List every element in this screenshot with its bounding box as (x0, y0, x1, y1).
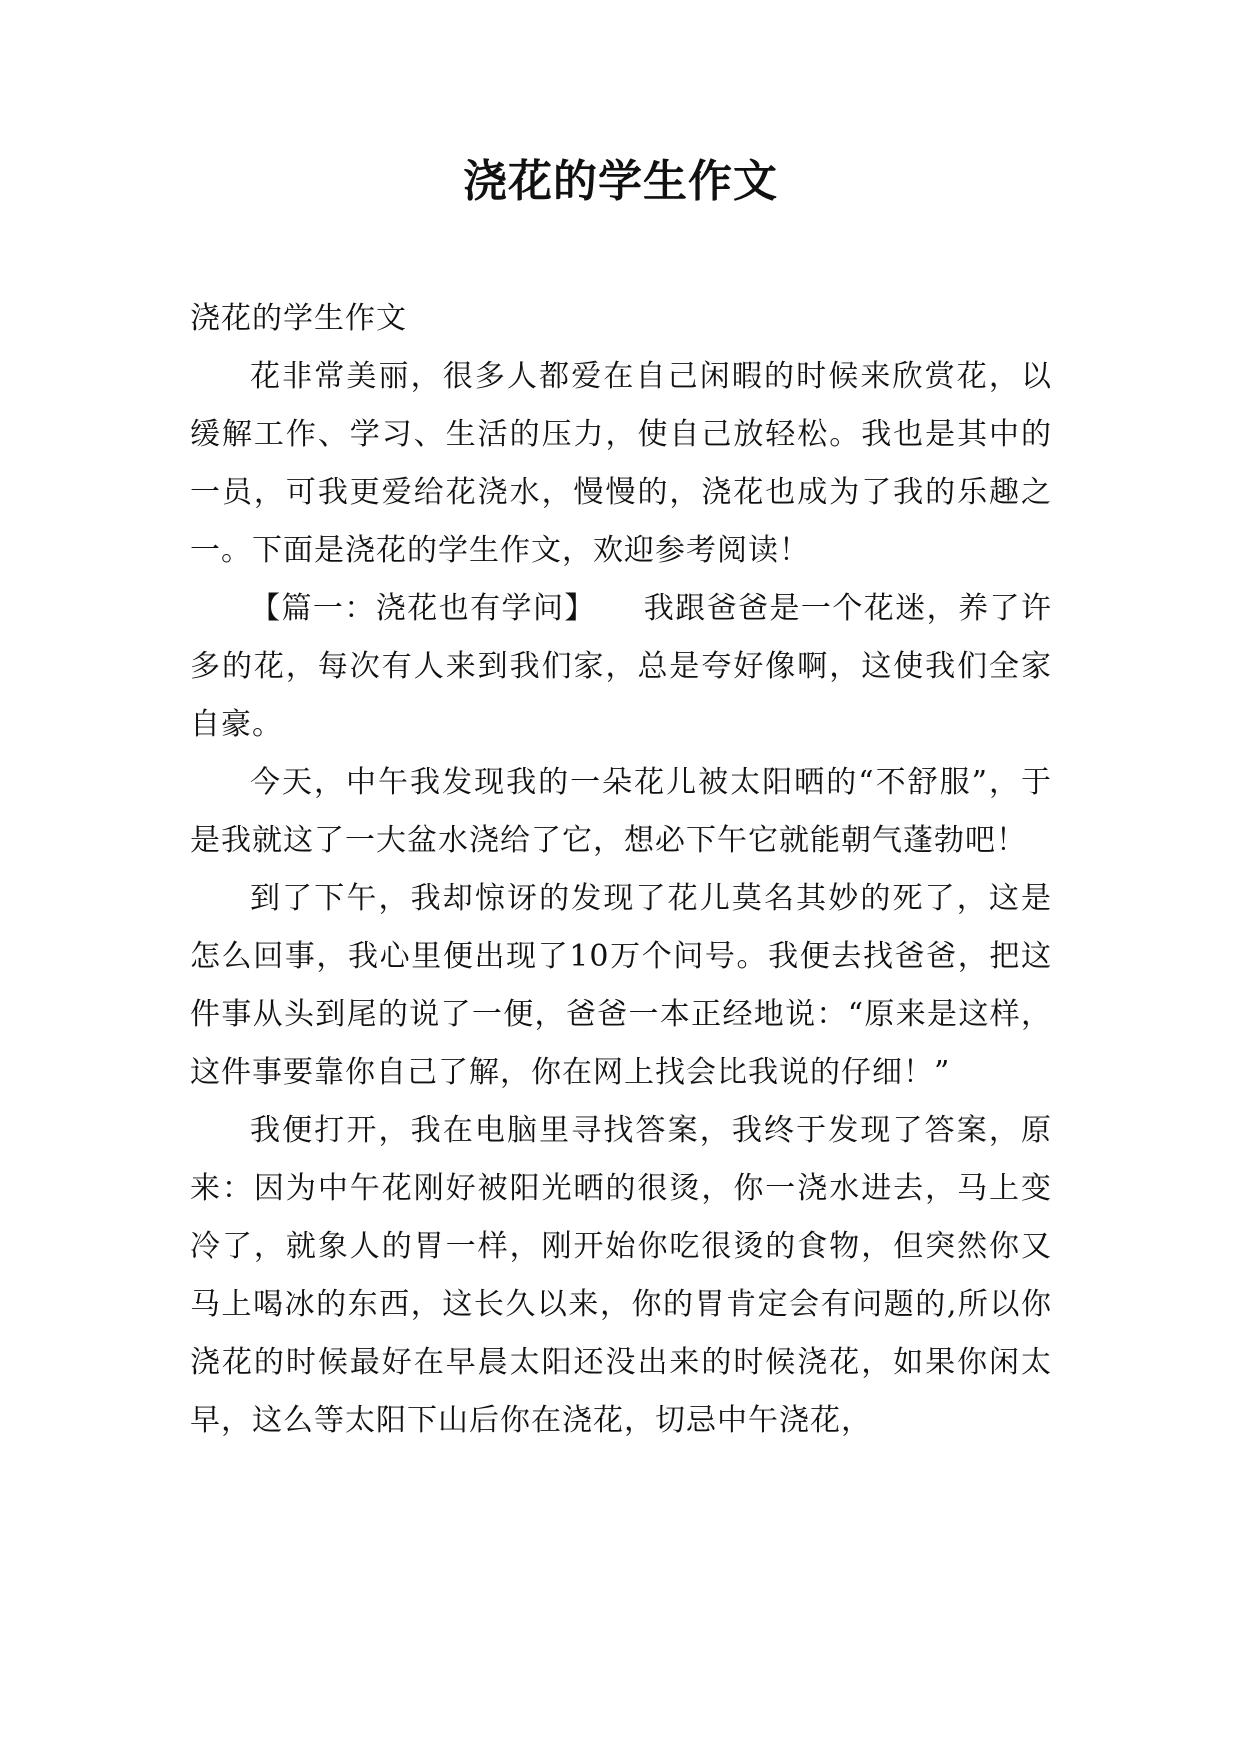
essay-subtitle: 浇花的学生作文 (190, 301, 407, 336)
document-title: 浇花的学生作文 (463, 156, 778, 207)
paragraph-intro: 花非常美丽，很多人都爱在自己闲暇的时候来欣赏花，以缓解工作、学习、生活的压力，使自己放轻松。我也是其中的一员，可我更爱给花浇水，慢慢的，浇花也成为了我的乐趣之一。下面是浇花的学生作文，欢迎参考阅读！ (190, 359, 1052, 568)
paragraph-chapter-one: 【篇一：浇花也有学问】 我跟爸爸是一个花迷，养了许多的花，每次有人来到我们家，总是夸好像啊，这使我们全家自豪。 (190, 591, 1052, 742)
paragraph-noon: 今天，中午我发现我的一朵花儿被太阳晒的“不舒服”，于是我就这了一大盆水浇给了它，想必下午它就能朝气蓬勃吧！ (190, 765, 1052, 858)
paragraph-answer: 我便打开，我在电脑里寻找答案，我终于发现了答案，原来：因为中午花刚好被阳光晒的很烫，你一浇水进去，马上变冷了，就象人的胃一样，刚开始你吃很烫的食物，但突然你又马上喝冰的东西，这长久以来，你的胃肯定会有问题的,所以你浇花的时候最好在早晨太阳还没出来的时候浇花，如果你闲太早，这么等太阳下山后你在浇花，切忌中午浇花， (190, 1113, 1052, 1438)
document-body (190, 290, 1052, 1450)
paragraph-afternoon: 到了下午，我却惊讶的发现了花儿莫名其妙的死了，这是怎么回事，我心里便出现了10万个问号。我便去找爸爸，把这件事从头到尾的说了一便，爸爸一本正经地说：“原来是这样，这件事要靠你自己了解，你在网上找会比我说的仔细！” (190, 881, 1052, 1090)
